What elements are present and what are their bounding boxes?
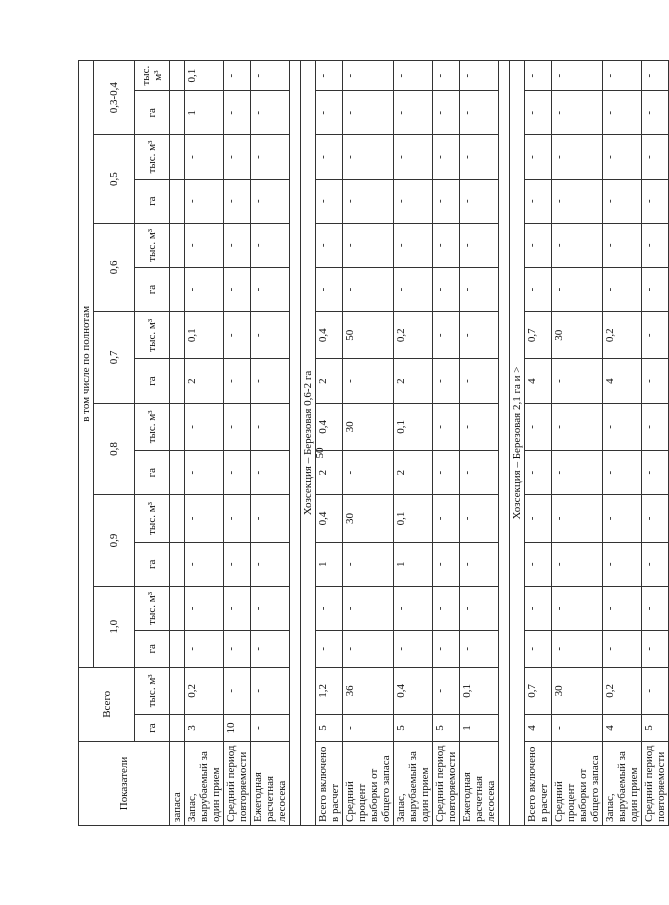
table-cell: - (460, 451, 499, 495)
spacer-row (499, 61, 510, 826)
table-cell: 0,2 (394, 312, 433, 359)
table-cell: - (525, 223, 552, 267)
table-cell: - (185, 586, 224, 630)
table-cell: - (603, 91, 642, 135)
table-cell: - (603, 223, 642, 267)
table-row (224, 61, 251, 826)
table-row (642, 61, 669, 826)
table-cell: - (603, 495, 642, 542)
table-cell: - (316, 223, 343, 267)
table-cell: 1 (460, 715, 499, 742)
table-cell: - (460, 223, 499, 267)
density-header: 0,7 (94, 312, 135, 404)
table-cell: - (603, 403, 642, 450)
table-cell: - (251, 451, 290, 495)
unit-m3-header: тыс. м³ (135, 61, 170, 91)
table-cell: - (552, 135, 603, 179)
table-cell: - (460, 61, 499, 91)
table-cell: 30 (343, 403, 394, 450)
table-cell: - (642, 61, 669, 91)
total-header: Всего (79, 667, 135, 741)
table-cell: 0,1 (185, 312, 224, 359)
row-label: Ежегодная расчетная лесосека (251, 741, 290, 825)
table-cell (170, 223, 185, 267)
table-cell: 0,7 (525, 312, 552, 359)
table-cell: 1,2 (316, 667, 343, 714)
table-cell: - (433, 267, 460, 311)
table-cell: - (552, 586, 603, 630)
spacer-row (290, 61, 301, 826)
table-cell: - (642, 267, 669, 311)
table-cell: - (251, 586, 290, 630)
table-cell: - (343, 451, 394, 495)
table-cell: - (642, 223, 669, 267)
table-cell: 0,1 (394, 403, 433, 450)
table-cell: 4 (525, 715, 552, 742)
table-cell: - (343, 267, 394, 311)
unit-ha-header: га (135, 91, 170, 135)
table-cell (170, 403, 185, 450)
density-header: 0,9 (94, 495, 135, 587)
table-cell: - (343, 631, 394, 668)
table-cell: - (185, 267, 224, 311)
table-cell: - (433, 179, 460, 223)
table-cell: - (251, 667, 290, 714)
table-cell: - (185, 451, 224, 495)
unit-m3-header: тыс. м³ (135, 667, 170, 714)
table-cell: - (525, 61, 552, 91)
table-cell: - (224, 667, 251, 714)
table-cell: 2 (394, 451, 433, 495)
table-cell: - (185, 179, 224, 223)
table-cell: - (552, 359, 603, 403)
table-cell: - (251, 179, 290, 223)
table-cell: - (251, 267, 290, 311)
table-row (343, 61, 394, 826)
table-cell: - (394, 267, 433, 311)
table-cell: - (316, 586, 343, 630)
table-cell: 0,4 (316, 495, 343, 542)
table-cell: - (433, 451, 460, 495)
unit-ha-header: га (135, 451, 170, 495)
row-label: Всего включено в расчет (525, 741, 552, 825)
table-cell: 2 (185, 359, 224, 403)
table-row (316, 61, 343, 826)
table-cell: - (525, 91, 552, 135)
table-cell: - (224, 542, 251, 586)
table-cell: - (316, 61, 343, 91)
unit-ha-header: га (135, 715, 170, 742)
table-cell: - (343, 91, 394, 135)
table-cell: - (185, 495, 224, 542)
table-cell: - (642, 667, 669, 714)
table-cell: - (251, 223, 290, 267)
table-cell: - (460, 312, 499, 359)
table-cell: 1 (316, 542, 343, 586)
table-cell: - (552, 451, 603, 495)
table-cell: - (224, 267, 251, 311)
table-cell: - (224, 495, 251, 542)
table-cell: - (642, 91, 669, 135)
table-cell: - (433, 359, 460, 403)
table-row (170, 61, 185, 826)
table-row (603, 61, 642, 826)
table-cell: - (642, 631, 669, 668)
unit-m3-header: тыс. м³ (135, 586, 170, 630)
table-cell: - (603, 542, 642, 586)
density-header: 0,5 (94, 135, 135, 223)
table-cell: 30 (552, 667, 603, 714)
header-row-3 (135, 61, 170, 826)
table-cell: - (525, 135, 552, 179)
table-cell: 2 (316, 359, 343, 403)
table-cell: - (552, 631, 603, 668)
table-cell: - (552, 403, 603, 450)
table-cell: - (460, 135, 499, 179)
table-cell: - (642, 451, 669, 495)
table-cell: - (251, 61, 290, 91)
table-cell: - (552, 179, 603, 223)
table-cell: - (394, 586, 433, 630)
indicators-header: Показатели (79, 741, 170, 825)
table-cell: - (343, 715, 394, 742)
table-cell: - (224, 451, 251, 495)
table-cell: - (224, 312, 251, 359)
unit-ha-header: га (135, 179, 170, 223)
table-cell: - (460, 542, 499, 586)
table-cell: 5 (642, 715, 669, 742)
table-cell: 10 (224, 715, 251, 742)
table-cell: - (460, 403, 499, 450)
table-cell: - (224, 631, 251, 668)
row-label: запаса (170, 741, 185, 825)
table-cell: - (603, 451, 642, 495)
table-cell: - (394, 61, 433, 91)
table-cell: - (224, 91, 251, 135)
table-cell: - (525, 495, 552, 542)
table-cell: 30 (343, 495, 394, 542)
table-cell: - (433, 403, 460, 450)
unit-m3-header: тыс. м³ (135, 135, 170, 179)
table-row (433, 61, 460, 826)
table-cell: - (525, 403, 552, 450)
table-cell: - (525, 179, 552, 223)
table-cell: - (525, 586, 552, 630)
table-cell: - (433, 542, 460, 586)
table-cell: - (251, 359, 290, 403)
table-cell: - (603, 179, 642, 223)
table-row (185, 61, 224, 826)
table-cell: - (343, 135, 394, 179)
table-cell: - (460, 267, 499, 311)
table-cell: - (642, 403, 669, 450)
table-cell: 1 (185, 91, 224, 135)
table-cell: - (603, 267, 642, 311)
table-cell: - (343, 542, 394, 586)
row-label: Средний процент выборки от общего запаса (552, 741, 603, 825)
table-cell: - (552, 715, 603, 742)
table-cell: - (316, 135, 343, 179)
table-cell (170, 715, 185, 742)
table-cell: - (343, 179, 394, 223)
table-cell: - (460, 586, 499, 630)
table-cell: - (185, 542, 224, 586)
table-cell: - (460, 179, 499, 223)
section-header-row (301, 61, 316, 826)
table-cell: - (642, 495, 669, 542)
table-cell: 4 (603, 715, 642, 742)
table-cell: - (603, 61, 642, 91)
unit-ha-header: га (135, 631, 170, 668)
table-cell: - (316, 631, 343, 668)
table-cell: - (343, 359, 394, 403)
density-header: 0,6 (94, 223, 135, 311)
table-cell: 2 (316, 451, 343, 495)
table-cell: - (552, 267, 603, 311)
table-cell: - (394, 223, 433, 267)
table-cell: - (251, 631, 290, 668)
spacer-cell (290, 61, 301, 826)
table-cell: - (642, 542, 669, 586)
table-row (251, 61, 290, 826)
table-cell: - (224, 359, 251, 403)
table-cell: - (603, 631, 642, 668)
table-cell (170, 667, 185, 714)
unit-ha-header: га (135, 359, 170, 403)
table-cell: - (525, 542, 552, 586)
table-cell: 2 (394, 359, 433, 403)
table-cell (170, 631, 185, 668)
table-cell: 5 (394, 715, 433, 742)
table-cell: - (394, 135, 433, 179)
unit-m3-header: тыс. м³ (135, 312, 170, 359)
table-cell: - (343, 61, 394, 91)
table-cell: - (251, 542, 290, 586)
table-cell: - (185, 135, 224, 179)
table-cell (170, 586, 185, 630)
table-cell: - (251, 135, 290, 179)
section-title: Хозсекция – Березовая 2,1 га и > (510, 61, 525, 826)
table-cell: - (433, 495, 460, 542)
table-cell: - (552, 223, 603, 267)
table-cell: - (394, 179, 433, 223)
table-cell: 0,4 (316, 312, 343, 359)
table-cell: - (185, 631, 224, 668)
table-cell: - (525, 631, 552, 668)
table-cell: - (343, 586, 394, 630)
table-cell: 0,7 (525, 667, 552, 714)
table-cell (170, 451, 185, 495)
table-cell (170, 267, 185, 311)
table-cell: - (642, 179, 669, 223)
table-cell: - (251, 312, 290, 359)
harvest-table (78, 60, 669, 826)
table-cell (170, 542, 185, 586)
table-cell (170, 135, 185, 179)
table-cell: - (552, 91, 603, 135)
table-cell: 0,2 (185, 667, 224, 714)
table-cell: - (642, 359, 669, 403)
unit-m3-header: тыс. м³ (135, 495, 170, 542)
table-cell: 4 (603, 359, 642, 403)
table-cell: 0,1 (185, 61, 224, 91)
row-label: Запас, вырубаемый за один прием (185, 741, 224, 825)
table-cell: - (394, 631, 433, 668)
table-cell: - (224, 403, 251, 450)
table-cell: 0,1 (394, 495, 433, 542)
density-header: 0,3-0,4 (94, 61, 135, 135)
table-cell: - (224, 179, 251, 223)
table-cell: - (433, 135, 460, 179)
table-cell (170, 495, 185, 542)
unit-ha-header: га (135, 267, 170, 311)
table-cell: 0,2 (603, 667, 642, 714)
table-cell: 0,2 (603, 312, 642, 359)
row-label: Средний период повторяемости (433, 741, 460, 825)
row-label: Средний период повторяемости (642, 741, 669, 825)
table-cell: - (525, 267, 552, 311)
table-cell: 30 (552, 312, 603, 359)
table-cell: - (460, 631, 499, 668)
table-cell: - (460, 359, 499, 403)
unit-m3-header: тыс. м³ (135, 403, 170, 450)
table-cell: - (642, 135, 669, 179)
table-cell: 5 (433, 715, 460, 742)
table-cell: - (552, 61, 603, 91)
table-cell: 0,4 (316, 403, 343, 450)
spacer-cell (499, 61, 510, 826)
table-row (460, 61, 499, 826)
table-cell (170, 91, 185, 135)
density-header: 1,0 (94, 586, 135, 667)
table-cell: - (224, 61, 251, 91)
table-cell: 0,4 (394, 667, 433, 714)
row-label: Всего включено в расчет (316, 741, 343, 825)
table-cell: - (552, 495, 603, 542)
table-cell: 0,1 (460, 667, 499, 714)
row-label: Запас, вырубаемый за один прием (603, 741, 642, 825)
table-cell: - (316, 179, 343, 223)
page-number: 50 (314, 447, 326, 459)
table-cell: - (603, 135, 642, 179)
table-cell: - (433, 667, 460, 714)
table-cell: - (224, 586, 251, 630)
table-cell: - (433, 223, 460, 267)
row-label: Средний процент выборки от общего запаса (343, 741, 394, 825)
table-row (525, 61, 552, 826)
row-label: Средний период повторяемости (224, 741, 251, 825)
density-header: 0,8 (94, 403, 135, 495)
table-cell: - (394, 91, 433, 135)
table-cell: 1 (394, 542, 433, 586)
table-cell: - (460, 91, 499, 135)
table-cell: 4 (525, 359, 552, 403)
table-cell (170, 179, 185, 223)
table-cell: - (224, 223, 251, 267)
section-header-row (510, 61, 525, 826)
table-cell: - (460, 495, 499, 542)
table-cell (170, 61, 185, 91)
header-row-1 (79, 61, 94, 826)
table-cell: - (525, 451, 552, 495)
unit-ha-header: га (135, 542, 170, 586)
table-cell: - (433, 586, 460, 630)
table-row (394, 61, 433, 826)
table-cell: - (185, 223, 224, 267)
table-cell: - (185, 403, 224, 450)
table-cell: - (251, 495, 290, 542)
table-cell: - (343, 223, 394, 267)
table-cell: - (433, 91, 460, 135)
table-cell: - (552, 542, 603, 586)
table-cell (170, 312, 185, 359)
row-label: Запас, вырубаемый за один прием (394, 741, 433, 825)
table-cell: 36 (343, 667, 394, 714)
table-cell (170, 359, 185, 403)
table-cell: - (224, 135, 251, 179)
table-row (552, 61, 603, 826)
table-cell: - (642, 312, 669, 359)
table-cell: - (433, 312, 460, 359)
rotated-table-wrapper (78, 60, 667, 826)
table-cell: - (251, 715, 290, 742)
table-cell: - (251, 403, 290, 450)
section-title: Хозсекция – Березовая 0,6-2 га (301, 61, 316, 826)
table-cell: - (316, 267, 343, 311)
table-cell: - (316, 91, 343, 135)
table-cell: - (433, 61, 460, 91)
unit-m3-header: тыс. м³ (135, 223, 170, 267)
by-density-header: в том числе по полнотам (79, 61, 94, 668)
table-cell: - (603, 586, 642, 630)
table-cell: - (251, 91, 290, 135)
row-label: Ежегодная расчетная лесосека (460, 741, 499, 825)
table-cell: - (433, 631, 460, 668)
table-cell: 50 (343, 312, 394, 359)
table-cell: 3 (185, 715, 224, 742)
table-cell: 5 (316, 715, 343, 742)
table-cell: - (642, 586, 669, 630)
